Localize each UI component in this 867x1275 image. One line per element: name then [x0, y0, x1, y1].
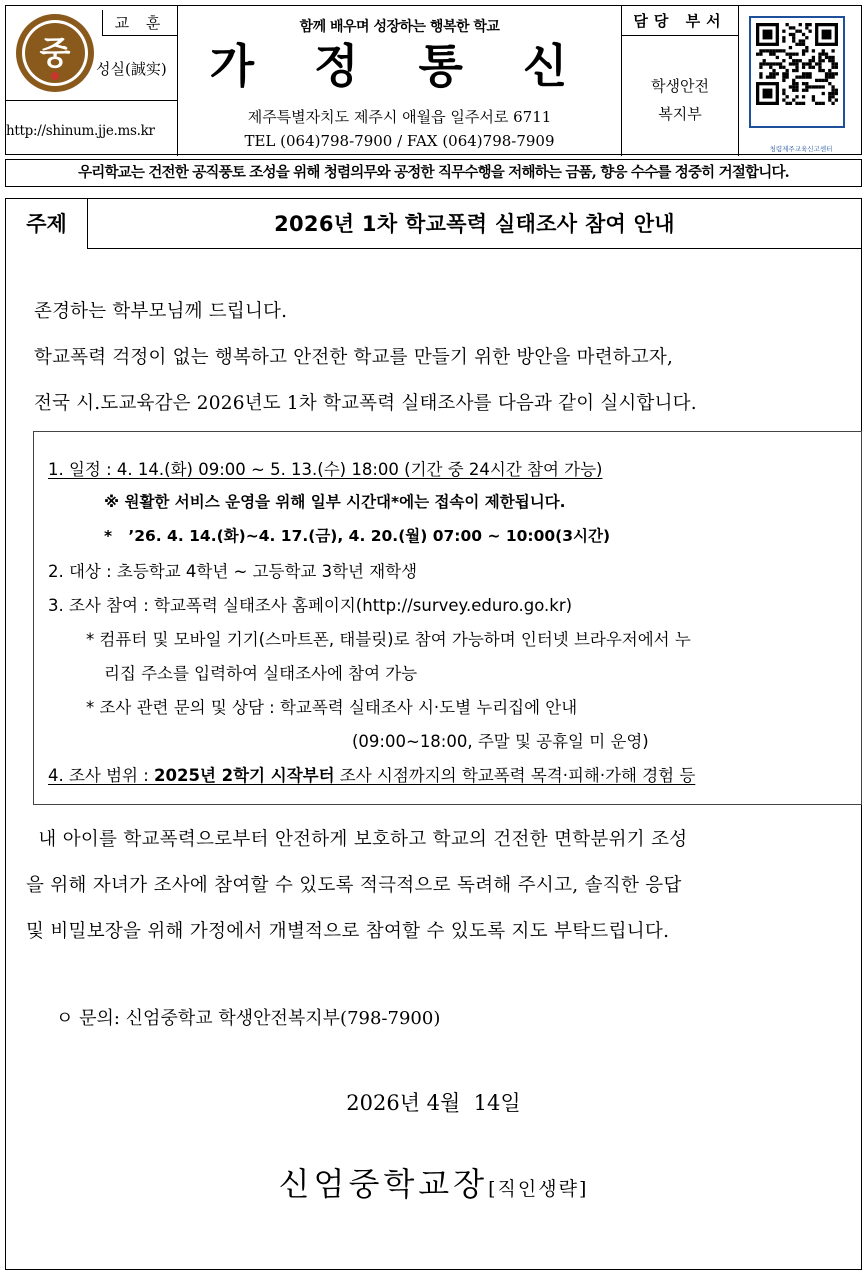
closing-line-1: 내 아이를 학교폭력으로부터 안전하게 보호하고 학교의 건전한 면학분위기 조성 [26, 829, 688, 850]
qr-module [782, 72, 785, 75]
qr-module [763, 49, 766, 52]
qr-module [822, 59, 825, 62]
school-telfax: TEL (064)798-7900 / FAX (064)798-7909 [244, 132, 555, 150]
qr-module [786, 95, 789, 98]
qr-module [831, 89, 834, 92]
qr-module [795, 53, 798, 56]
qr-module [772, 62, 775, 65]
qr-module [769, 62, 772, 65]
qr-module [835, 98, 838, 101]
qr-module [805, 23, 808, 26]
qr-module [818, 62, 821, 65]
qr-module [825, 75, 828, 78]
principal-name: 신엄중학교장 [278, 1165, 489, 1203]
info-target: 2. 대상 : 초등학교 4학년 ~ 고등학교 3학년 재학생 [48, 562, 418, 581]
qr-module [776, 49, 779, 52]
qr-module [808, 62, 811, 65]
qr-module [772, 75, 775, 78]
qr-module [789, 102, 792, 105]
qr-module [828, 95, 831, 98]
qr-module [802, 72, 805, 75]
qr-module [795, 66, 798, 69]
qr-module [831, 75, 834, 78]
qr-module [792, 33, 795, 36]
topic-title: 2026년 1차 학교폭력 실태조사 참여 안내 [274, 212, 675, 236]
qr-module [825, 79, 828, 82]
qr-module [812, 49, 815, 52]
qr-module [831, 62, 834, 65]
qr-module [815, 62, 818, 65]
qr-module [772, 53, 775, 56]
qr-module [786, 72, 789, 75]
qr-module [805, 49, 808, 52]
department-name-line1: 학생안전 [651, 77, 709, 95]
qr-module [782, 39, 785, 42]
newsletter-title: 가 정 통 신 [209, 39, 590, 93]
qr-module [802, 49, 805, 52]
qr-module [822, 79, 825, 82]
qr-module [766, 75, 769, 78]
qr-module [799, 43, 802, 46]
qr-module [789, 26, 792, 29]
qr-module [831, 59, 834, 62]
qr-module [789, 53, 792, 56]
qr-module [792, 39, 795, 42]
survey-info-box [33, 431, 862, 805]
qr-module [795, 59, 798, 62]
qr-module [831, 92, 834, 95]
qr-module [828, 59, 831, 62]
qr-module [759, 49, 762, 52]
school-address: 제주특별자치도 제주시 애월읍 일주서로 6711 [247, 108, 552, 126]
qr-module [795, 43, 798, 46]
qr-module [759, 72, 762, 75]
info-participation-sub1: * 컴퓨터 및 모바일 기기(스마트폰, 태블릿)로 참여 가능하며 인터넷 브라우저에서 누 [86, 630, 691, 649]
qr-module [763, 59, 766, 62]
qr-module [805, 72, 808, 75]
school-url[interactable]: http://shinum.jje.ms.kr [6, 101, 178, 156]
motto-text: 성실(誠实) [96, 60, 167, 78]
qr-cell [739, 6, 863, 156]
qr-module [795, 69, 798, 72]
qr-caption: 청렴제주교육신고센터 [769, 145, 833, 153]
qr-module [795, 30, 798, 33]
info-restricted-text: ’26. 4. 14.(화)~4. 17.(금), 4. 20.(월) 07:00 ~ 10:00(3시간) [128, 527, 611, 545]
qr-module [786, 69, 789, 72]
principal-signature [6, 1159, 861, 1205]
qr-module [831, 102, 834, 105]
department-cell [621, 6, 739, 156]
info-scope-prefix: 4. 조사 범위 : [48, 766, 155, 785]
motto-cell [6, 6, 178, 101]
qr-module [802, 39, 805, 42]
qr-module [812, 56, 815, 59]
qr-module [805, 26, 808, 29]
qr-module [818, 85, 821, 88]
qr-module [772, 72, 775, 75]
qr-module [825, 72, 828, 75]
qr-module [776, 56, 779, 59]
qr-module [792, 79, 795, 82]
qr-module [815, 79, 818, 82]
qr-module [802, 43, 805, 46]
qr-module [828, 72, 831, 75]
qr-module [831, 56, 834, 59]
qr-module [782, 66, 785, 69]
qr-module [759, 62, 762, 65]
qr-module [831, 85, 834, 88]
qr-module [835, 62, 838, 65]
qr-module [786, 53, 789, 56]
qr-module [822, 85, 825, 88]
qr-module [792, 53, 795, 56]
qr-module [802, 75, 805, 78]
school-logo-glyph: 중 [39, 34, 71, 72]
qr-module [822, 102, 825, 105]
qr-module [835, 92, 838, 95]
info-inquiry-hours: (09:00~18:00, 주말 및 공휴일 미 운영) [352, 732, 649, 751]
qr-module [799, 39, 802, 42]
qr-module [812, 98, 815, 101]
qr-module [792, 26, 795, 29]
qr-module [792, 85, 795, 88]
qr-module [769, 49, 772, 52]
info-participation-sub1-cont: 리집 주소를 입력하여 실태조사에 참여 가능 [104, 664, 418, 683]
qr-module [792, 98, 795, 101]
qr-module [786, 23, 789, 26]
qr-code[interactable] [749, 16, 845, 128]
qr-module [805, 75, 808, 78]
info-scope [48, 762, 695, 786]
qr-module [766, 62, 769, 65]
info-scope-bold: 2025년 2학기 시작부터 [154, 766, 335, 785]
qr-module [789, 56, 792, 59]
qr-module [812, 85, 815, 88]
qr-module [779, 66, 782, 69]
qr-module [795, 95, 798, 98]
qr-module [786, 102, 789, 105]
qr-module [782, 59, 785, 62]
qr-module [805, 62, 808, 65]
qr-module [795, 75, 798, 78]
info-inquiry: * 조사 관련 문의 및 상담 : 학교폭력 실태조사 시·도별 누리집에 안내 [86, 698, 578, 717]
topic-label: 주제 [6, 199, 88, 249]
qr-module [828, 98, 831, 101]
qr-module [779, 49, 782, 52]
qr-module [792, 89, 795, 92]
qr-module [815, 102, 818, 105]
closing-line-2: 을 위해 자녀가 조사에 참여할 수 있도록 적극적으로 독려해 주시고, 솔직한 응답 [26, 875, 682, 896]
qr-module [831, 95, 834, 98]
qr-module [799, 102, 802, 105]
qr-module [769, 72, 772, 75]
info-restricted-star: * [104, 527, 113, 545]
qr-module [828, 56, 831, 59]
department-name [622, 72, 738, 128]
qr-module [782, 36, 785, 39]
qr-module [822, 53, 825, 56]
qr-module [818, 79, 821, 82]
qr-module [789, 33, 792, 36]
qr-module [805, 89, 808, 92]
qr-module [789, 46, 792, 49]
qr-module [825, 56, 828, 59]
qr-module [759, 66, 762, 69]
qr-module [822, 92, 825, 95]
qr-module [782, 49, 785, 52]
qr-module [802, 62, 805, 65]
qr-module [831, 66, 834, 69]
qr-module [818, 59, 821, 62]
qr-module [789, 62, 792, 65]
qr-module [759, 75, 762, 78]
qr-module [805, 46, 808, 49]
qr-module [822, 69, 825, 72]
qr-module [808, 85, 811, 88]
integrity-pledge: 우리학교는 건전한 공직풍토 조성을 위해 청렴의무와 공정한 직무수행을 저해하는 금품, 향응 수수를 정중히 거절합니다. [5, 159, 862, 187]
qr-module [818, 102, 821, 105]
qr-module [828, 82, 831, 85]
qr-module [818, 66, 821, 69]
qr-module [812, 66, 815, 69]
qr-module [799, 23, 802, 26]
qr-module [818, 69, 821, 72]
qr-module [802, 66, 805, 69]
newsletter-header [5, 5, 862, 155]
qr-module [831, 72, 834, 75]
qr-module [808, 30, 811, 33]
greeting: 존경하는 학부모님께 드립니다. [34, 301, 288, 322]
qr-module [782, 30, 785, 33]
qr-module [802, 53, 805, 56]
qr-module [795, 102, 798, 105]
qr-module [835, 72, 838, 75]
qr-module [802, 82, 805, 85]
qr-module [795, 85, 798, 88]
qr-module [759, 53, 762, 56]
qr-module [808, 23, 811, 26]
qr-module [769, 53, 772, 56]
qr-module [792, 82, 795, 85]
qr-module [799, 59, 802, 62]
qr-module [818, 53, 821, 56]
qr-module [772, 49, 775, 52]
info-scope-rest: 조사 시점까지의 학교폭력 목격·피해·가해 경험 등 [334, 766, 696, 785]
info-participation: 3. 조사 참여 : 학교폭력 실태조사 홈페이지(http://survey.eduro.go.kr) [48, 596, 573, 615]
qr-module [789, 85, 792, 88]
intro-line-2: 학교폭력 걱정이 없는 행복하고 안전한 학교를 만들기 위한 방안을 마련하고자, [34, 347, 674, 368]
seal-omitted: [직인생략] [488, 1178, 589, 1200]
qr-module [828, 75, 831, 78]
qr-module [805, 82, 808, 85]
qr-module [802, 89, 805, 92]
info-schedule: 1. 일정 : 4. 14.(화) 09:00 ~ 5. 13.(수) 18:00 (기간 중 24시간 참여 가능) [48, 460, 603, 479]
qr-module [808, 75, 811, 78]
notice-body [5, 198, 862, 1270]
qr-module [802, 95, 805, 98]
qr-module [825, 53, 828, 56]
department-name-line2: 복지부 [658, 105, 702, 123]
qr-module [818, 56, 821, 59]
qr-module [769, 75, 772, 78]
qr-module [835, 66, 838, 69]
qr-module [792, 62, 795, 65]
qr-module [799, 30, 802, 33]
closing-line-3: 및 비밀보장을 위해 가정에서 개별적으로 참여할 수 있도록 지도 부탁드립니다. [26, 921, 670, 942]
qr-module [795, 82, 798, 85]
qr-module [782, 75, 785, 78]
qr-module [828, 92, 831, 95]
qr-module [782, 92, 785, 95]
info-restricted-hours [104, 524, 610, 546]
qr-module [782, 79, 785, 82]
qr-module [815, 85, 818, 88]
qr-module [786, 75, 789, 78]
qr-module [812, 59, 815, 62]
qr-finder-module [822, 30, 832, 40]
qr-module [808, 59, 811, 62]
qr-module [822, 49, 825, 52]
qr-code-icon [756, 23, 838, 105]
qr-module [802, 102, 805, 105]
qr-module [808, 72, 811, 75]
qr-module [792, 36, 795, 39]
qr-finder-module [763, 30, 773, 40]
issue-date: 2026년 4월 14일 [346, 1091, 521, 1115]
motto-label: 교 훈 [102, 10, 178, 36]
qr-module [769, 66, 772, 69]
qr-module [779, 62, 782, 65]
contact-info: ㅇ 문의: 신엄중학교 학생안전복지부(798-7900) [56, 1008, 441, 1029]
info-schedule-note: ※ 원활한 서비스 운영을 위해 일부 시간대*에는 접속이 제한됩니다. [104, 493, 566, 511]
qr-module [831, 49, 834, 52]
qr-module [795, 89, 798, 92]
qr-module [782, 89, 785, 92]
qr-module [805, 36, 808, 39]
qr-module [792, 69, 795, 72]
qr-finder-module [763, 89, 773, 99]
qr-module [772, 69, 775, 72]
qr-module [782, 98, 785, 101]
department-label: 담당 부서 [622, 6, 738, 36]
qr-module [799, 75, 802, 78]
qr-module [776, 62, 779, 65]
qr-module [828, 69, 831, 72]
qr-module [835, 89, 838, 92]
qr-module [792, 59, 795, 62]
intro-line-3: 전국 시.도교육감은 2026년도 1차 학교폭력 실태조사를 다음과 같이 실시합니다. [34, 393, 697, 414]
qr-module [805, 85, 808, 88]
qr-module [766, 49, 769, 52]
qr-module [808, 66, 811, 69]
qr-module [812, 95, 815, 98]
school-slogan: 함께 배우며 성장하는 행복한 학교 [299, 19, 500, 35]
topic-row [6, 199, 861, 249]
qr-module [776, 72, 779, 75]
qr-module [756, 53, 759, 56]
school-logo [14, 12, 96, 94]
qr-module [763, 62, 766, 65]
qr-module [802, 33, 805, 36]
qr-module [795, 62, 798, 65]
